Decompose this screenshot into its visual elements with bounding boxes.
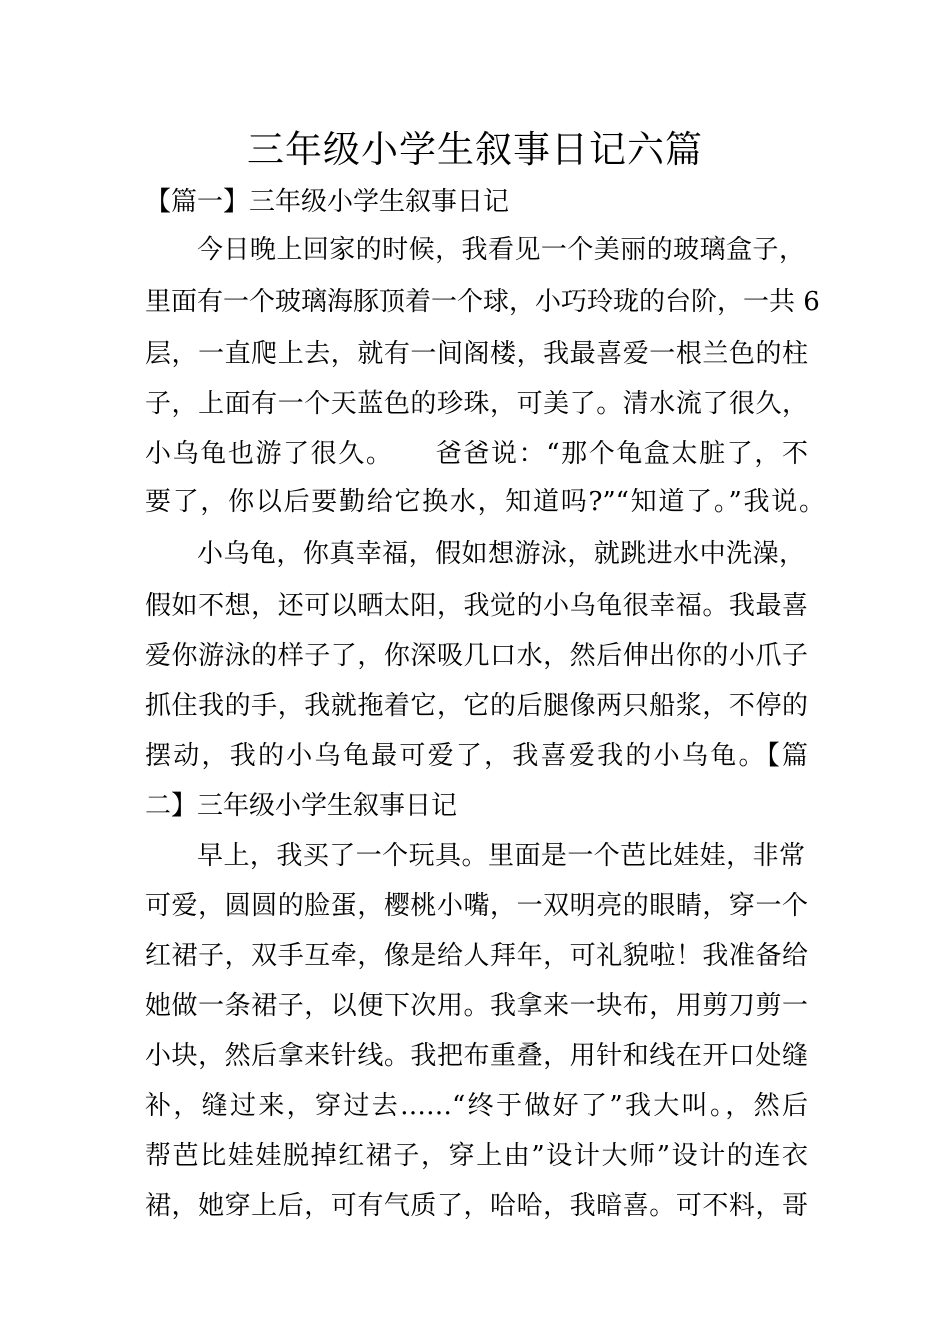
text-line: 层，一直爬上去，就有一间阁楼，我最喜爱一根兰色的柱 bbox=[145, 339, 808, 369]
text-line: 裙，她穿上后，可有气质了，哈哈，我暗喜。可不料，哥 bbox=[145, 1191, 808, 1221]
text-line: 小块，然后拿来针线。我把布重叠，用针和线在开口处缝 bbox=[145, 1041, 808, 1071]
text-line: 今日晚上回家的时候，我看见一个美丽的玻璃盒子， bbox=[197, 235, 805, 265]
text-line: 早上，我买了一个玩具。里面是一个芭比娃娃，非常 bbox=[197, 841, 805, 871]
text-line: 子，上面有一个天蓝色的珍珠，可美了。清水流了很久， bbox=[145, 389, 808, 419]
text-line: 她做一条裙子，以便下次用。我拿来一块布，用剪刀剪一 bbox=[145, 991, 808, 1021]
text-line: 小乌龟也游了很久。 爸爸说：“那个龟盒太脏了，不 bbox=[145, 439, 808, 469]
text-line: 要了，你以后要勤给它换水，知道吗?”“知道了。”我说。 bbox=[145, 487, 825, 517]
text-line: 补，缝过来，穿过去……“终于做好了”我大叫。，然后 bbox=[145, 1091, 808, 1121]
text-line: 爱你游泳的样子了，你深吸几口水，然后伸出你的小爪子 bbox=[145, 641, 808, 671]
section-heading: 二】三年级小学生叙事日记 bbox=[145, 791, 458, 821]
text-line: 可爱，圆圆的脸蛋，樱桃小嘴，一双明亮的眼睛，穿一个 bbox=[145, 891, 808, 921]
document-title: 三年级小学生叙事日记六篇 bbox=[247, 128, 703, 171]
text-line: 帮芭比娃娃脱掉红裙子，穿上由”设计大师”设计的连衣 bbox=[145, 1141, 808, 1171]
text-line: 摆动，我的小乌龟最可爱了，我喜爱我的小乌龟。【篇 bbox=[145, 741, 808, 771]
text-line: 假如不想，还可以晒太阳，我觉的小乌龟很幸福。我最喜 bbox=[145, 591, 808, 621]
text-line: 里面有一个玻璃海豚顶着一个球，小巧玲珑的台阶，一共 6 bbox=[145, 287, 820, 317]
text-line: 红裙子，双手互牵，像是给人拜年，可礼貌啦！我准备给 bbox=[145, 941, 808, 971]
text-line: 抓住我的手，我就拖着它，它的后腿像两只船浆，不停的 bbox=[145, 691, 808, 721]
section-heading: 【篇一】三年级小学生叙事日记 bbox=[145, 187, 510, 217]
text-line: 小乌龟，你真幸福，假如想游泳，就跳进水中洗澡， bbox=[197, 539, 805, 569]
